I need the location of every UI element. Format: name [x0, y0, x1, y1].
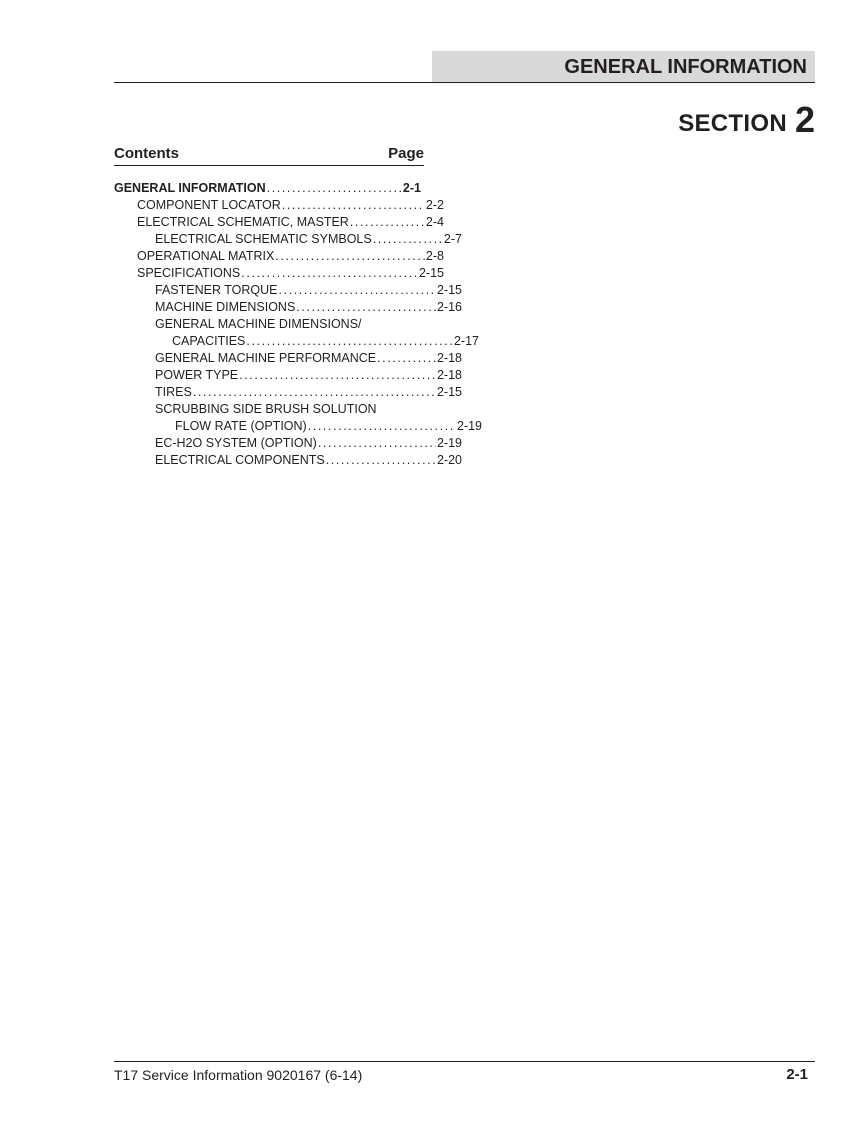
toc-page-heading: Page [388, 145, 424, 162]
toc-entry[interactable] [114, 367, 462, 384]
toc-entry[interactable] [114, 214, 444, 231]
toc-entry[interactable] [114, 282, 462, 299]
toc-entry-page: 2-15 [436, 283, 462, 297]
header-title: GENERAL INFORMATION [564, 56, 807, 78]
footer-document-info: T17 Service Information 9020167 (6-14) [114, 1067, 363, 1083]
toc-leader [296, 299, 436, 316]
toc-entry[interactable] [114, 265, 444, 282]
toc-entry-page: 2-15 [436, 385, 462, 399]
toc-leader [318, 435, 436, 452]
toc-entry-page: 2-18 [436, 368, 462, 382]
toc-entry-page: 2-19 [436, 436, 462, 450]
toc-heading: Contents [114, 145, 179, 162]
toc-leader [267, 180, 402, 197]
toc-entry-page: 2-20 [436, 453, 462, 467]
toc-entry-label: GENERAL MACHINE PERFORMANCE [155, 351, 377, 365]
toc-entry[interactable] [114, 435, 462, 452]
footer-page-number: 2-1 [786, 1066, 808, 1083]
toc-entry[interactable] [114, 316, 462, 333]
toc-leader [275, 248, 425, 265]
toc-entry-page: 2-17 [453, 334, 479, 348]
toc-entry-page: 2-4 [425, 215, 444, 229]
toc-entry[interactable] [114, 231, 462, 248]
toc-entry[interactable] [114, 350, 462, 367]
toc-header [114, 145, 424, 166]
toc-entry-label: GENERAL MACHINE DIMENSIONS/ [155, 317, 362, 331]
toc-entry[interactable] [114, 384, 462, 401]
toc-leader [377, 350, 436, 367]
toc-entry-label: SCRUBBING SIDE BRUSH SOLUTION [155, 402, 377, 416]
toc-entry-label: ELECTRICAL COMPONENTS [155, 453, 325, 467]
toc-entry-page: 2-1 [402, 181, 421, 195]
toc-entry[interactable] [114, 418, 482, 435]
toc-entry-page: 2-8 [425, 249, 444, 263]
header-bar [432, 51, 815, 82]
toc-entry-page: 2-2 [425, 198, 444, 212]
toc-entry[interactable] [114, 180, 421, 197]
toc-entry[interactable] [114, 333, 479, 350]
table-of-contents [114, 145, 482, 469]
toc-entry-label: COMPONENT LOCATOR [137, 198, 281, 212]
toc-entry-label: FLOW RATE (OPTION) [175, 419, 307, 433]
toc-entry-page: 2-19 [456, 419, 482, 433]
toc-list [114, 180, 482, 469]
section-word: SECTION [678, 110, 787, 137]
toc-leader [246, 333, 453, 350]
section-heading [678, 98, 815, 140]
toc-entry-label: MACHINE DIMENSIONS [155, 300, 296, 314]
toc-entry-label: POWER TYPE [155, 368, 239, 382]
toc-entry-label: FASTENER TORQUE [155, 283, 278, 297]
toc-entry-label: CAPACITIES [172, 334, 246, 348]
toc-leader [282, 197, 425, 214]
toc-entry-label: ELECTRICAL SCHEMATIC, MASTER [137, 215, 349, 229]
toc-entry-page: 2-15 [418, 266, 444, 280]
header-rule [114, 82, 815, 83]
toc-entry[interactable] [114, 197, 444, 214]
footer-rule [114, 1061, 815, 1062]
toc-entry-label: EC-H2O SYSTEM (OPTION) [155, 436, 317, 450]
toc-entry-page: 2-16 [436, 300, 462, 314]
toc-leader [326, 452, 436, 469]
toc-entry-label: SPECIFICATIONS [137, 266, 241, 280]
toc-entry[interactable] [114, 248, 444, 265]
toc-leader [373, 231, 443, 248]
toc-leader [193, 384, 436, 401]
toc-entry-page: 2-18 [436, 351, 462, 365]
toc-leader [241, 265, 418, 282]
toc-entry[interactable] [114, 299, 462, 316]
toc-entry-label: GENERAL INFORMATION [114, 181, 266, 195]
toc-entry-label: OPERATIONAL MATRIX [137, 249, 275, 263]
toc-entry-label: ELECTRICAL SCHEMATIC SYMBOLS [155, 232, 372, 246]
toc-entry-page: 2-7 [443, 232, 462, 246]
toc-leader [239, 367, 436, 384]
section-number: 2 [794, 99, 815, 140]
toc-leader [308, 418, 456, 435]
toc-entry[interactable] [114, 452, 462, 469]
toc-entry-label: TIRES [155, 385, 192, 399]
toc-entry[interactable] [114, 401, 462, 418]
toc-leader [350, 214, 425, 231]
toc-leader [278, 282, 435, 299]
